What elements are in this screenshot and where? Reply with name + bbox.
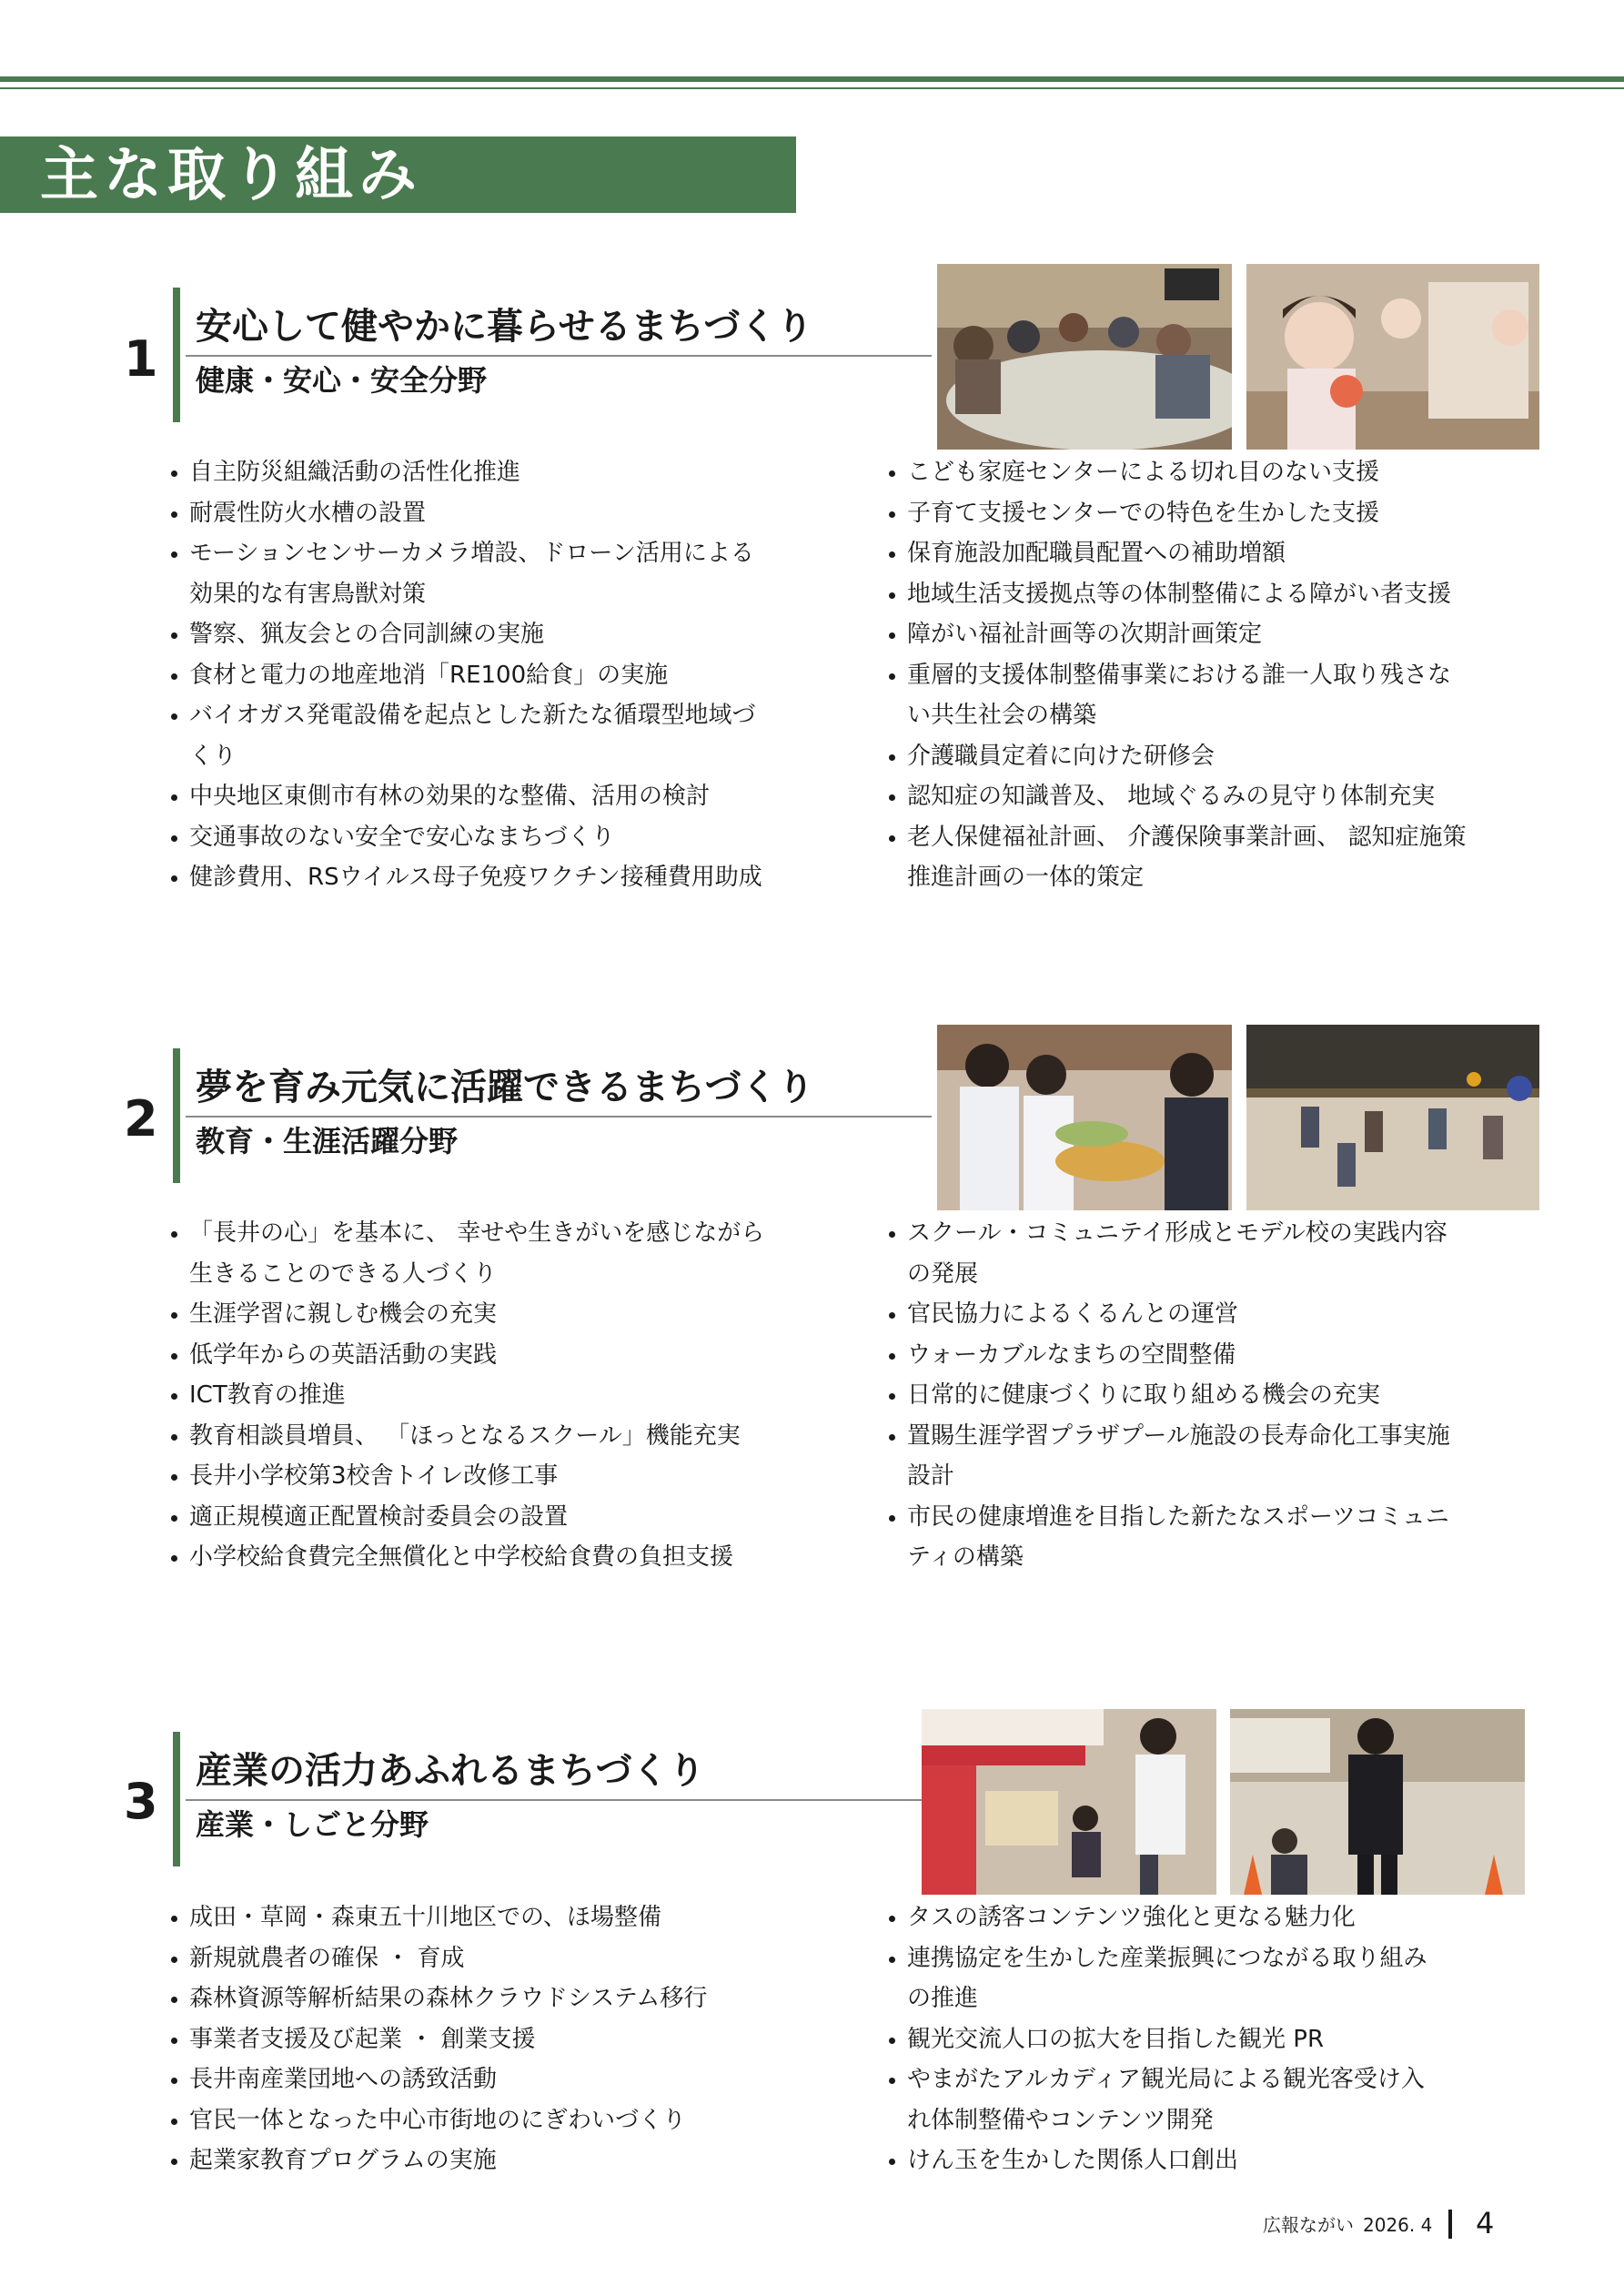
list-item: 置賜生涯学習プラザプール施設の長寿命化工事実施 <box>887 1416 1560 1457</box>
list-item: 「長井の心」を基本に、 幸せや生きがいを感じながら <box>169 1213 852 1254</box>
list-item: 観光交流人口の拡大を目指した観光 PR <box>887 2019 1560 2060</box>
page-title-band <box>0 137 796 213</box>
photo-event-tent <box>922 1709 1216 1895</box>
list-item: 長井小学校第3校舎トイレ改修工事 <box>169 1456 852 1497</box>
section-rule <box>186 1799 923 1801</box>
section-subtitle: 健康・安心・安全分野 <box>196 363 488 398</box>
section-subtitle: 教育・生涯活躍分野 <box>196 1124 459 1158</box>
list-item: 成田・草岡・森東五十川地区での、ほ場整備 <box>169 1897 852 1938</box>
list-item: モーションセンサーカメラ増設、ドローン活用による <box>169 533 852 574</box>
list-item: 中央地区東側市有林の効果的な整備、活用の検討 <box>169 776 852 817</box>
list-item: 連携協定を生かした産業振興につながる取り組み <box>887 1938 1560 1979</box>
section-subtitle: 産業・しごと分野 <box>196 1807 429 1842</box>
list-item: 事業者支援及び起業 ・ 創業支援 <box>169 2019 852 2060</box>
list-item: やまがたアルカディア観光局による観光客受け入 <box>887 2059 1560 2100</box>
photo-students-buffet <box>937 1025 1232 1210</box>
photo-gym-exercise <box>1246 1025 1539 1210</box>
top-rule <box>0 76 1624 82</box>
section-2-left-list <box>169 1213 852 1578</box>
list-item-continued: の発展 <box>907 1259 979 1288</box>
list-item-continued: くり <box>189 742 237 770</box>
list-item: 市民の健康増進を目指した新たなスポーツコミュニ <box>887 1497 1560 1538</box>
list-item: 教育相談員増員、 「ほっとなるスクール」機能充実 <box>169 1416 852 1457</box>
page-title: 主な取り組み <box>40 142 422 209</box>
list-item: 新規就農者の確保 ・ 育成 <box>169 1938 852 1979</box>
list-item: 自主防災組織活動の活性化推進 <box>169 452 852 493</box>
section-number: 2 <box>124 1090 158 1148</box>
list-item: タスの誘客コンテンツ強化と更なる魅力化 <box>887 1897 1560 1938</box>
list-item-continued: い共生社会の構築 <box>907 702 1097 729</box>
list-item: 適正規模適正配置検討委員会の設置 <box>169 1497 852 1538</box>
footer-publication: 広報ながい <box>1263 2214 1354 2236</box>
list-item: 交通事故のない安全で安心なまちづくり <box>169 817 852 858</box>
section-3-left-list <box>169 1897 852 2181</box>
section-title: 安心して健やかに暮らせるまちづくり <box>196 306 813 348</box>
list-item-continued: 設計 <box>907 1462 955 1490</box>
section-1-right-list <box>887 452 1560 898</box>
list-item: 官民協力によるくるんとの運営 <box>887 1294 1560 1335</box>
section-1-left-list <box>169 452 852 898</box>
list-item: 障がい福祉計画等の次期計画策定 <box>887 614 1560 655</box>
list-item-continued: 生きることのできる人づくり <box>189 1259 498 1288</box>
list-item: 老人保健福祉計画、 介護保険事業計画、 認知症施策 <box>887 817 1560 858</box>
list-item-continued: 推進計画の一体的策定 <box>907 864 1145 891</box>
list-item: 耐震性防火水槽の設置 <box>169 493 852 534</box>
section-rule <box>186 355 932 357</box>
list-item: 日常的に健康づくりに取り組める機会の充実 <box>887 1375 1560 1416</box>
section-3-right-list <box>887 1897 1560 2181</box>
list-item: 子育て支援センターでの特色を生かした支援 <box>887 493 1560 534</box>
section-bar <box>173 1048 180 1183</box>
list-item: ウォーカブルなまちの空間整備 <box>887 1335 1560 1376</box>
list-item: 小学校給食費完全無償化と中学校給食費の負担支援 <box>169 1537 852 1578</box>
list-item: 低学年からの英語活動の実践 <box>169 1335 852 1376</box>
list-item: 保育施設加配職員配置への補助増額 <box>887 533 1560 574</box>
section-number: 3 <box>124 1773 158 1830</box>
list-item: 官民一体となった中心市街地のにぎわいづくり <box>169 2100 852 2141</box>
list-item: 重層的支援体制整備事業における誰一人取り残さな <box>887 655 1560 696</box>
photo-toddler-play <box>1246 264 1539 450</box>
section-bar <box>173 288 180 422</box>
section-bar <box>173 1732 180 1866</box>
list-item: 介護職員定着に向けた研修会 <box>887 736 1560 777</box>
list-item: 健診費用、RSウイルス母子免疫ワクチン接種費用助成 <box>169 857 852 898</box>
photo-kendama-gym <box>1230 1709 1525 1895</box>
list-item-continued: 効果的な有害鳥獣対策 <box>189 580 427 608</box>
section-number: 1 <box>124 330 158 388</box>
list-item-continued: ティの構築 <box>907 1543 1024 1571</box>
list-item: 長井南産業団地への誘致活動 <box>169 2059 852 2100</box>
list-item-continued: れ体制整備やコンテンツ開発 <box>907 2106 1214 2134</box>
list-item: こども家庭センターによる切れ目のない支援 <box>887 452 1560 493</box>
list-item: 起業家教育プログラムの実施 <box>169 2140 852 2181</box>
top-rule-thin <box>0 87 1624 89</box>
list-item: 森林資源等解析結果の森林クラウドシステム移行 <box>169 1978 852 2019</box>
footer-divider <box>1448 2210 1452 2239</box>
list-item: スクール・コミュニテイ形成とモデル校の実践内容 <box>887 1213 1560 1254</box>
page-number: 4 <box>1476 2206 1495 2240</box>
photo-elderly-gathering <box>937 264 1232 450</box>
list-item: 食材と電力の地産地消「RE100給食」の実施 <box>169 655 852 696</box>
list-item-continued: の推進 <box>907 1985 979 2012</box>
section-rule <box>186 1116 932 1118</box>
section-title: 夢を育み元気に活躍できるまちづくり <box>196 1067 814 1108</box>
section-2-right-list <box>887 1213 1560 1578</box>
list-item: 地域生活支援拠点等の体制整備による障がい者支援 <box>887 574 1560 615</box>
list-item: 警察、猟友会との合同訓練の実施 <box>169 614 852 655</box>
list-item: ICT教育の推進 <box>169 1375 852 1416</box>
list-item: 生涯学習に親しむ機会の充実 <box>169 1294 852 1335</box>
section-title: 産業の活力あふれるまちづくり <box>196 1750 705 1792</box>
list-item: 認知症の知識普及、 地域ぐるみの見守り体制充実 <box>887 776 1560 817</box>
list-item: けん玉を生かした関係人口創出 <box>887 2140 1560 2181</box>
footer-issue: 2026. 4 <box>1363 2214 1433 2236</box>
list-item: バイオガス発電設備を起点とした新たな循環型地域づ <box>169 695 852 736</box>
